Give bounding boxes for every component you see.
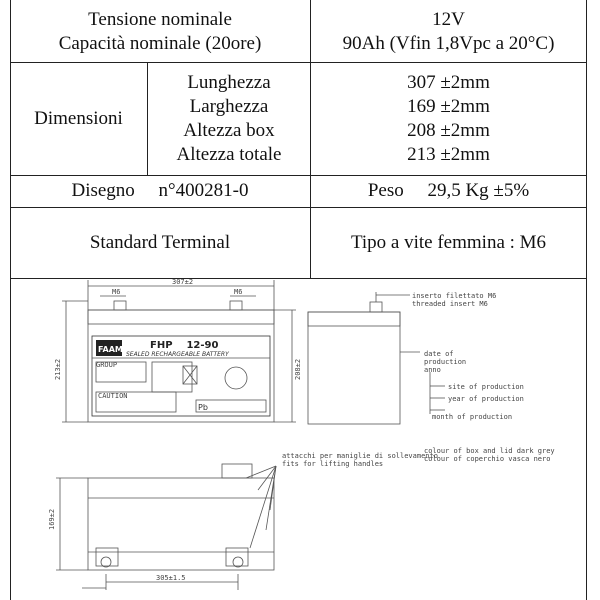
dim-left-height-text: 213±2 <box>54 358 62 380</box>
nominal-voltage-value: 12V <box>432 9 465 30</box>
dimensions-label: Dimensioni <box>34 108 123 129</box>
bottom-view-outline <box>88 478 274 570</box>
brand-logo-text: FAAM <box>98 345 123 354</box>
date-label-1: date of <box>424 350 454 358</box>
date-label-3: anno <box>424 366 441 374</box>
handles-label-1: attacchi per maniglie di sollevamento <box>282 452 438 460</box>
date-label-2: production <box>424 358 467 366</box>
bottom-terminal-left <box>101 557 111 567</box>
dimension-value: 307 ±2mm <box>407 72 490 93</box>
insert-label-2: threaded insert M6 <box>412 300 488 308</box>
dimension-name: Altezza box <box>183 120 275 141</box>
month-label: month of production <box>432 413 513 421</box>
dimension-name: Lunghezza <box>187 72 271 93</box>
side-view-lid <box>308 312 400 326</box>
caution-text: CAUTION <box>98 392 128 400</box>
side-view-outline <box>308 312 400 424</box>
dim-top-text: 307±2 <box>172 278 194 286</box>
year-label: year of production <box>448 395 524 403</box>
m6-left-text: M6 <box>112 288 121 296</box>
terminal-label: Standard Terminal <box>89 232 231 253</box>
terminal-left <box>114 301 126 310</box>
dimension-value: 169 ±2mm <box>407 96 490 117</box>
dimension-value: 208 ±2mm <box>407 120 490 141</box>
terminal-right <box>230 301 242 310</box>
dim-right-height-text: 208±2 <box>294 358 302 380</box>
front-view-lid <box>88 310 274 324</box>
nominal-capacity-value: 90Ah (Vfin 1,8Vpc a 20°C) <box>342 33 555 54</box>
bottom-terminal-right <box>233 557 243 567</box>
insert-label-1: inserto filettato M6 <box>412 292 497 300</box>
weight-value: Peso 29,5 Kg ±5% <box>367 180 530 201</box>
dimension-name: Altezza totale <box>176 144 282 165</box>
dim-left-vertical-text: 169±2 <box>48 508 56 530</box>
subtitle-text: SEALED RECHARGEABLE BATTERY <box>126 351 229 358</box>
pb-text: Pb <box>198 403 208 412</box>
terminal-type: Tipo a vite femmina : M6 <box>350 232 547 253</box>
brand-group-text: GROUP <box>96 361 118 369</box>
dimension-name: Larghezza <box>189 96 269 117</box>
drawing-number: Disegno n°400281-0 <box>71 180 249 201</box>
recycle-symbol <box>225 367 247 389</box>
nominal-capacity-label: Capacità nominale (20ore) <box>58 33 262 54</box>
dimension-value: 213 ±2mm <box>407 144 490 165</box>
handles-label-2: fits for lifting handles <box>282 460 384 468</box>
nominal-voltage-label: Tensione nominale <box>88 9 232 30</box>
m6-right-text: M6 <box>234 288 243 296</box>
dim-bottom-text: 305±1.5 <box>156 574 186 582</box>
colour-label-1: colour of box and lid dark grey <box>424 447 555 455</box>
model-text: FHP 12-90 <box>150 340 219 351</box>
site-label: site of production <box>448 383 524 391</box>
colour-label-2: colour of coperchio vasca nero <box>424 455 551 463</box>
